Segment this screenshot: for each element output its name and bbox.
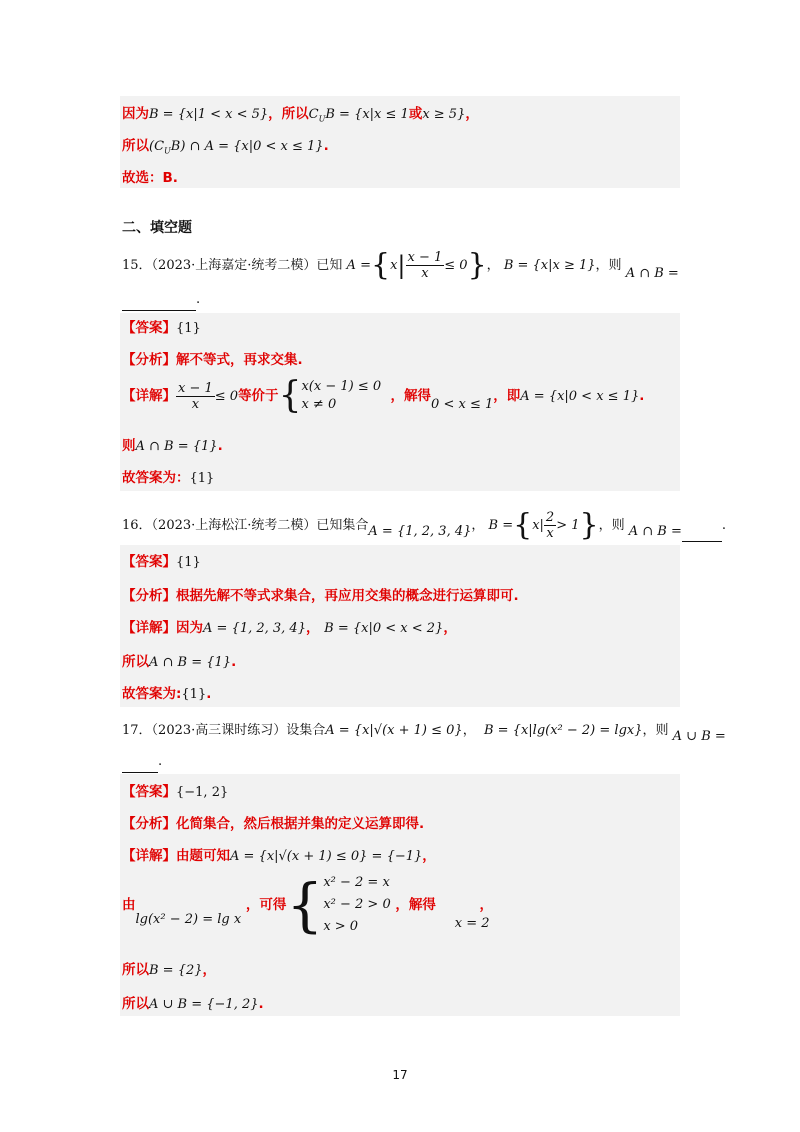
q17-from: 由lg(x² − 2) = lg x ，可得{ x² − 2 = x x² − 2 > 0 x > 0 ，解得 x = 2，: [122, 871, 493, 939]
complement-symbol: $C_U$: [308, 107, 326, 124]
q17-analysis: 【分析】化简集合，然后根据并集的定义运算即得.: [122, 816, 425, 832]
q15-then: 则A ∩ B = {1}.: [122, 438, 223, 454]
q16-detail: 【详解】因为A = {1, 2, 3, 4}， B = {x|0 < x < 2}，: [122, 620, 457, 636]
q15-final: 故答案为：{1}: [122, 470, 215, 486]
q17-so-2: 所以A ∪ B = {−1, 2}.: [122, 996, 264, 1012]
q15-analysis: 【分析】解不等式，再求交集.: [122, 352, 303, 368]
q17-stem: 17．（2023·高三课时练习）设集合A = {x|√(x + 1) ≤ 0}， B = {x|lg(x² − 2) = lgx}，则 A ∪ B =: [122, 723, 726, 744]
q16-so: 所以A ∩ B = {1}.: [122, 654, 237, 670]
section-title: 二、填空题: [122, 220, 192, 236]
q15-answer: 【答案】{1}: [122, 320, 201, 336]
q16-analysis: 【分析】根据先解不等式求集合，再应用交集的概念进行运算即可.: [122, 588, 519, 604]
q16-answer: 【答案】{1}: [122, 554, 201, 570]
q15-blank: .: [122, 290, 200, 311]
page-number: 17: [392, 1068, 408, 1082]
q16-stem: 16．（2023·上海松江·统考二模）已知集合A = {1, 2, 3, 4}， B ={x| $\frac{2}{x}$ > 1}，则 A ∩ B = .: [122, 507, 727, 543]
q17-answer: 【答案】{−1, 2}: [122, 784, 229, 800]
q17-detail: 【详解】由题可知A = {x|√(x + 1) ≤ 0} = {−1}，: [122, 848, 436, 864]
q16-final: 故答案为:{1}.: [122, 686, 212, 702]
q17-blank: .: [122, 752, 162, 773]
q15-detail: 【详解】 $\frac{x - 1}{x}$ ≤ 0等价于{ x(x − 1) ≤ 0 x ≠ 0 ，解得0 < x ≤ 1，即A = {x|0 < x ≤ 1}.: [122, 375, 645, 416]
prev-line-2: 所以$(C_UB)$ ∩ A = {x|0 < x ≤ 1}.: [122, 138, 329, 156]
prev-line-3: 故选：B.: [122, 170, 178, 186]
q17-so-1: 所以B = {2}，: [122, 962, 217, 978]
q15-stem: 15．（2023·上海嘉定·统考二模）已知 A ={x| $\frac{x - 1}{x}$ ≤ 0}， B = {x|x ≥ 1}，则 A ∩ B =: [122, 247, 679, 283]
prev-line-1: 因为B = {x|1 < x < 5}，所以$C_UB = \{x|x \le 1$或x ≥ 5}，: [122, 106, 479, 124]
